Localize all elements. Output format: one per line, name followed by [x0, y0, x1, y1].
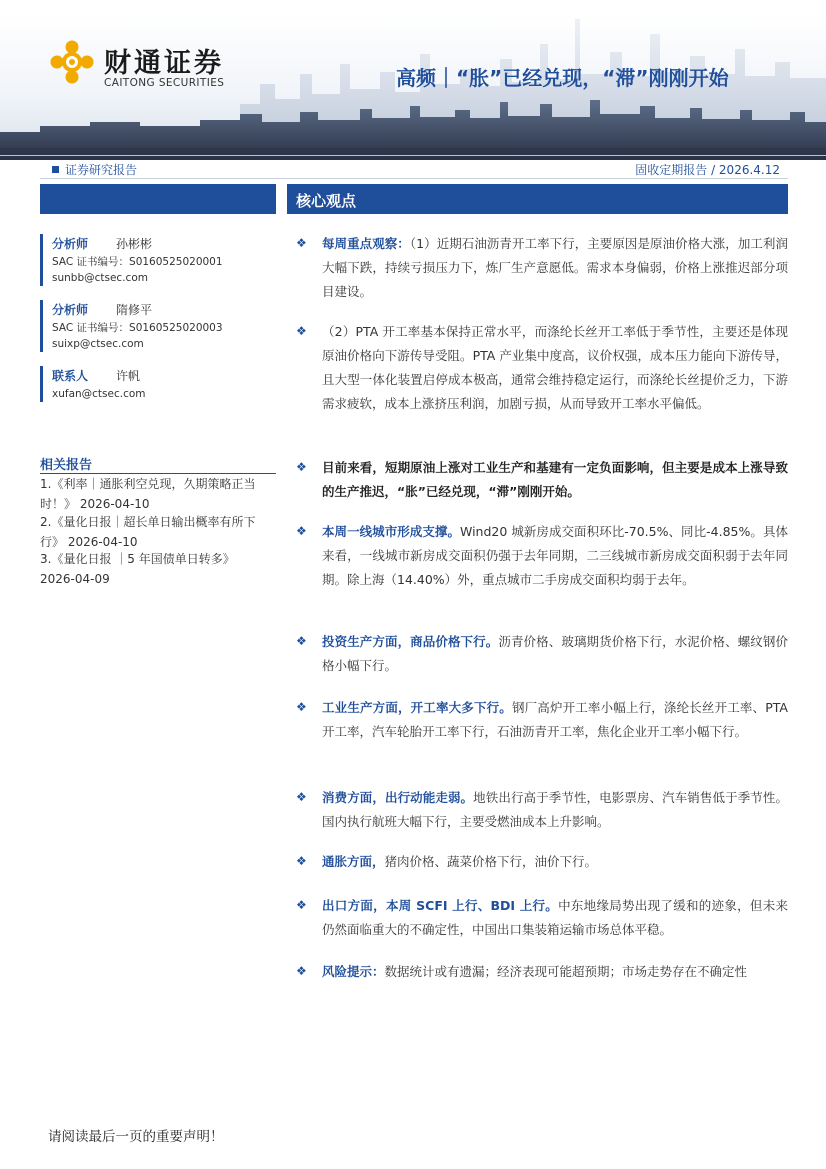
- analyst-email: sunbb@ctsec.com: [52, 272, 148, 284]
- core-point: 投资生产方面，商品价格下行。沥青价格、玻璃期货价格下行，水泥价格、螺纹钢价格小幅下行。: [322, 634, 788, 673]
- core-point: 通胀方面，猪肉价格、蔬菜价格下行，油价下行。: [322, 854, 598, 869]
- diamond-bullet-icon: ❖: [296, 236, 307, 250]
- core-point: 工业生产方面，开工率大多下行。钢厂高炉开工率小幅上行，涤纶长丝开工率、PTA 开工率，汽车轮胎开工率下行，石油沥青开工率，焦化企业开工率小幅下行。: [322, 700, 788, 739]
- diamond-bullet-icon: ❖: [296, 854, 307, 868]
- core-point: 每周重点观察：（1）近期石油沥青开工率下行，主要原因是原油价格大涨，加工利润大幅下跌，持续亏损压力下，炼厂生产意愿低。需求本身偏弱，价格上涨推迟部分项目建设。: [322, 236, 788, 299]
- analyst-card: 分析师 孙彬彬 SAC 证书编号：S0160525020001 sunbb@ctsec.com: [40, 234, 276, 286]
- related-report-link[interactable]: 2.《量化日报｜超长单日输出概率有所下 行》 2026-04-10: [40, 515, 256, 549]
- diamond-bullet-icon: ❖: [296, 460, 307, 474]
- left-column-header-bar: [40, 184, 276, 214]
- diamond-bullet-icon: ❖: [296, 964, 307, 978]
- core-point: 出口方面，本周 SCFI 上行、BDI 上行。中东地缘局势出现了缓和的迹象，但未来仍然面临重大的不确定性，中国出口集装箱运输市场总体平稳。: [322, 898, 788, 937]
- analyst-cert: SAC 证书编号：S0160525020001: [52, 256, 223, 268]
- brand-name-en: CAITONG SECURITIES: [104, 77, 225, 89]
- core-point: （2）PTA 开工率基本保持正常水平，而涤纶长丝开工率低于季节性，主要还是体现原油价格向下游传导受阻。PTA 产业集中度高，议价权强，成本压力能向下游传导，且大型一体化装置启停成本极高，通常会维持稳定运行，而涤纶长丝提价乏力，下游需求疲软，成本上涨挤压利润，加剧亏损，从而导致开工率水平偏低。: [322, 324, 788, 411]
- diamond-bullet-icon: ❖: [296, 700, 307, 714]
- contact-email: xufan@ctsec.com: [52, 388, 146, 400]
- report-type: 证券研究报告: [52, 161, 137, 178]
- diamond-bullet-icon: ❖: [296, 898, 307, 912]
- disclaimer-note: 请阅读最后一页的重要声明！: [48, 1129, 224, 1145]
- brand-name-cn: 财通证券: [104, 48, 224, 79]
- core-view-heading: 核心观点: [296, 192, 357, 210]
- diamond-bullet-icon: ❖: [296, 634, 307, 648]
- diamond-bullet-icon: ❖: [296, 790, 307, 804]
- core-point: 风险提示：数据统计或有遗漏；经济表现可能超预期；市场走势存在不确定性: [322, 964, 748, 979]
- square-bullet-icon: [52, 166, 59, 173]
- related-reports-heading: 相关报告: [40, 458, 93, 473]
- related-report-link[interactable]: 3.《量化日报 ｜5 年国债单日转多》 2026-04-09: [40, 552, 235, 586]
- core-point: 目前来看，短期原油上涨对工业生产和基建有一定负面影响，但主要是成本上涨导致的生产推迟，“胀”已经兑现，“滞”刚刚开始。: [322, 460, 788, 499]
- diamond-bullet-icon: ❖: [296, 324, 307, 338]
- contact-card: 联系人 许帆 xufan@ctsec.com: [40, 366, 276, 402]
- report-title: 高频｜“胀”已经兑现，“滞”刚刚开始: [396, 66, 729, 90]
- analyst-cert: SAC 证书编号：S0160525020003: [52, 322, 223, 334]
- diamond-bullet-icon: ❖: [296, 524, 307, 538]
- header-divider: [0, 155, 826, 156]
- analyst-card: 分析师 隋修平 SAC 证书编号：S0160525020003 suixp@ctsec.com: [40, 300, 276, 352]
- core-view-header-bar: [287, 184, 788, 214]
- caitong-logo-icon: [50, 40, 94, 84]
- related-report-link[interactable]: 1.《利率｜通胀利空兑现，久期策略正当 时！》 2026-04-10: [40, 477, 256, 511]
- report-category-date: 固收定期报告 / 2026.4.12: [635, 163, 780, 177]
- subheader-divider: [40, 178, 788, 179]
- core-point: 消费方面，出行动能走弱。地铁出行高于季节性，电影票房、汽车销售低于季节性。国内执行航班大幅下行，主要受燃油成本上升影响。: [322, 790, 788, 829]
- analyst-email: suixp@ctsec.com: [52, 338, 144, 350]
- core-point: 本周一线城市形成支撑。Wind20 城新房成交面积环比-70.5%、同比-4.85%。具体来看，一线城市新房成交面积仍强于去年同期，二三线城市新房成交面积弱于去年同期。除上海（14.40%）外，重点城市二手房成交面积均弱于去年。: [322, 524, 788, 587]
